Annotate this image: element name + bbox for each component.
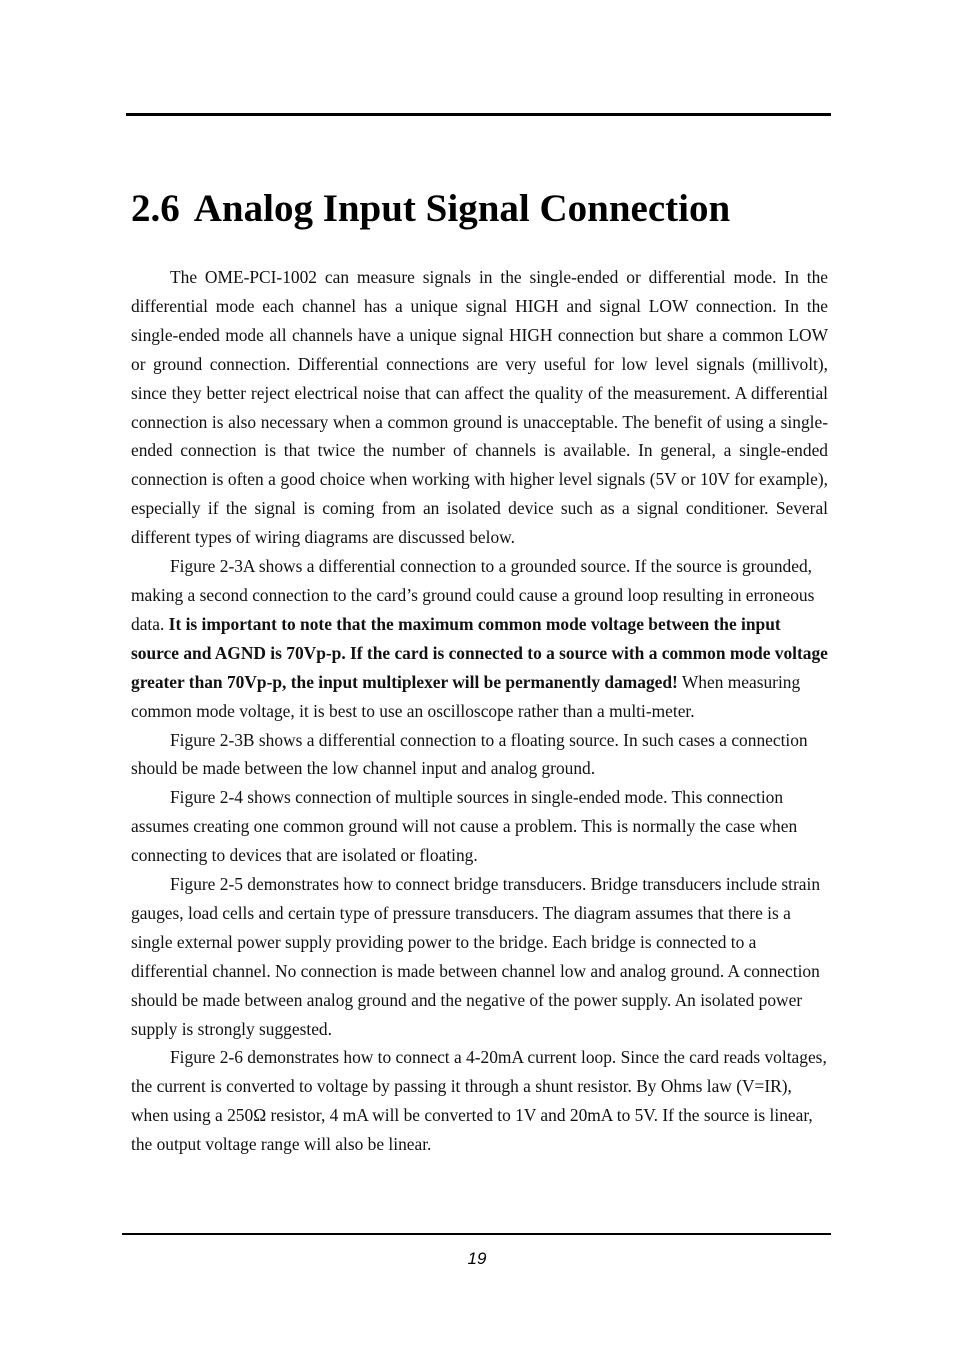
paragraph-figure-2-6: Figure 2-6 demonstrates how to connect a 4-20mA current loop. Since the card reads voltages, the current is converted to voltage by passing it through a shunt resistor. By Ohms law (V=IR), when using a 250Ω resistor, 4 mA will be converted to 1V and 20mA to 5V. If the source is linear, the output voltage range will also be linear. — [131, 1047, 827, 1155]
footer-rule — [122, 1233, 831, 1235]
paragraph-intro: The OME-PCI-1002 can measure signals in the single-ended or differential mode. In the differential mode each channel has a unique signal HIGH and signal LOW connection. In the single-ended mode all channels have a unique signal HIGH connection but share a common LOW or ground connection. Differential connections are very useful for low level signals (millivolt), since they better reject electrical noise that can affect the quality of the measurement. A differential connection is also necessary when a common ground is unacceptable. The benefit of using a single-ended connection is that twice the number of channels is available. In general, a single-ended connection is often a good choice when working with higher level signals (5V or 10V for example), especially if the signal is coming from an isolated device such as a signal conditioner. Several different types of wiring diagrams are discussed below. — [131, 267, 828, 548]
body-text — [131, 263, 828, 1159]
section-title: Analog Input Signal Connection — [193, 187, 731, 230]
paragraph-figure-2-3a-tail: When measuring common mode voltage, it is best to use an oscilloscope rather than a multi-meter. — [131, 671, 801, 721]
page-number: 19 — [467, 1249, 487, 1268]
section-heading — [131, 183, 730, 235]
paragraph-figure-2-5: Figure 2-5 demonstrates how to connect bridge transducers. Bridge transducers include strain gauges, load cells and certain type of pressure transducers. The diagram assumes that there is a single external power supply providing power to the bridge. Each bridge is connected to a differential channel. No connection is made between channel low and analog ground. A connection should be made between analog ground and the negative of the power supply. An isolated power supply is strongly suggested. — [131, 874, 821, 1039]
paragraph-figure-2-3a-lead: Figure 2-3A shows a differential connection to a grounded source. If the source is grounded, making a second connection to the card’s ground could cause a ground loop resulting in erroneous data. — [131, 556, 815, 634]
common-mode-warning: It is important to note that the maximum common mode voltage between the input source and AGND is 70Vp-p. If the card is connected to a source with a common mode voltage greater than 70Vp-p, the input multiplexer will be permanently damaged! — [131, 613, 828, 692]
paragraph-figure-2-4: Figure 2-4 shows connection of multiple sources in single-ended mode. This connection assumes creating one common ground will not cause a problem. This is normally the case when connecting to devices that are isolated or floating. — [131, 787, 798, 866]
section-number: 2.6 — [131, 187, 180, 230]
header-rule — [126, 113, 831, 116]
paragraph-figure-2-3a — [131, 552, 828, 725]
paragraph-figure-2-3b: Figure 2-3B shows a differential connection to a floating source. In such cases a connection should be made between the low channel input and analog ground. — [131, 729, 808, 779]
